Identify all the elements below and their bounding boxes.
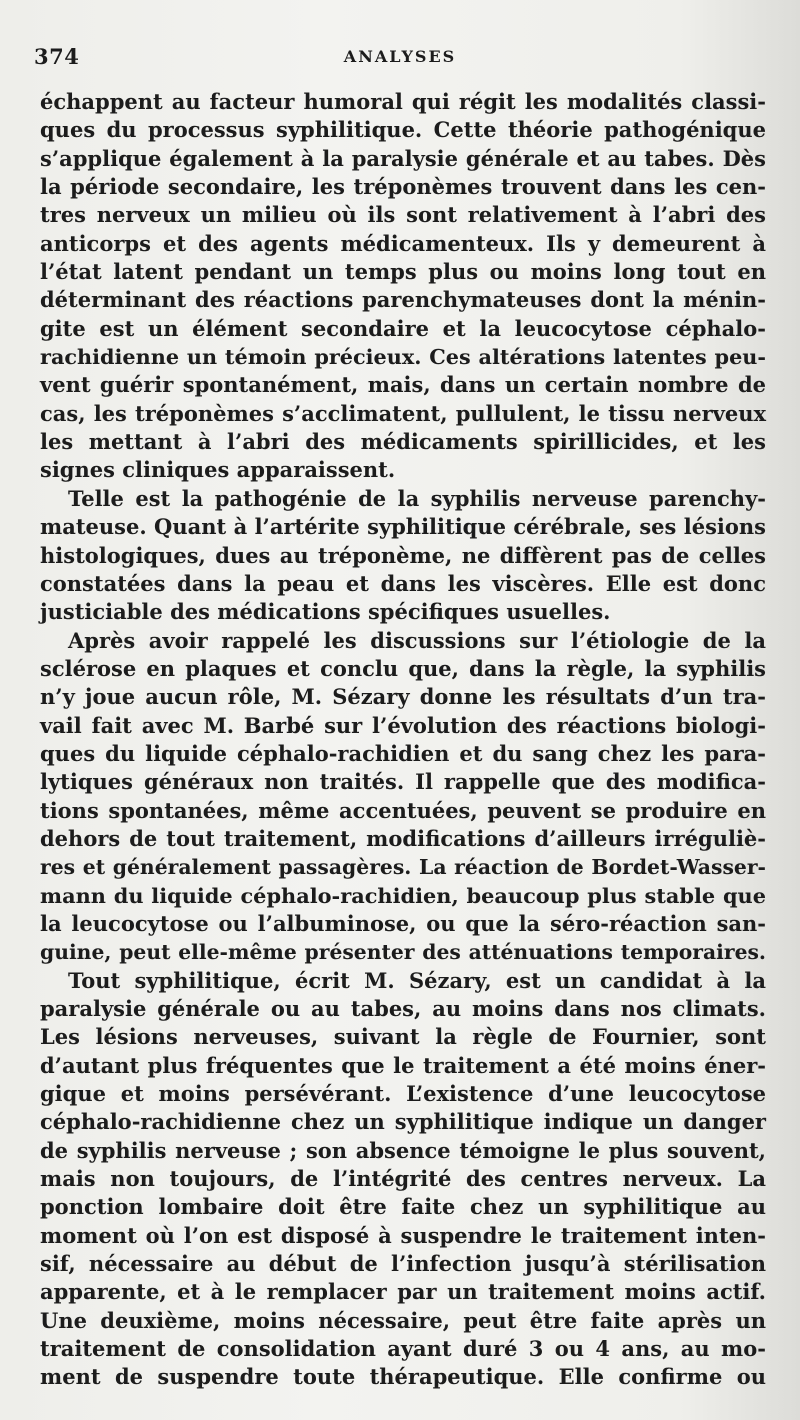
text-line: l’état latent pendant un temps plus ou moins long tout en [40, 259, 766, 285]
running-head [34, 44, 766, 70]
text-line: sif, nécessaire au début de l’infection jusqu’à stérilisation [40, 1251, 766, 1277]
text-line: vail fait avec M. Barbé sur l’évolution des réactions biologi- [40, 712, 766, 738]
text-line: les mettant à l’abri des médicaments spirillicides, et les [40, 429, 766, 455]
text-line: céphalo-rachidienne chez un syphilitique indique un danger [40, 1109, 766, 1135]
text-line: constatées dans la peau et dans les viscères. Elle est donc [40, 570, 766, 596]
text-line: déterminant des réactions parenchymateuses dont la ménin- [40, 287, 766, 313]
text-line: échappent au facteur humoral qui régit les modalités classi- [40, 89, 766, 114]
text-line: gite est un élément secondaire et la leucocytose céphalo- [40, 315, 766, 341]
text-line: sclérose en plaques et conclu que, dans la règle, la syphilis [40, 655, 766, 681]
text-line: la période secondaire, les tréponèmes trouvent dans les cen- [40, 174, 766, 200]
text-line: cas, les tréponèmes s’acclimatent, pullulent, le tissu nerveux [40, 400, 766, 426]
running-title: ANALYSES [343, 47, 457, 66]
text-line: ment de suspendre toute thérapeutique. Elle confirme ou [40, 1364, 766, 1390]
text-line: moment où l’on est disposé à suspendre le traitement inten- [40, 1222, 766, 1248]
text-line: dehors de tout traitement, modifications d’ailleurs irréguliè- [40, 825, 766, 851]
text-line: ques du liquide céphalo-rachidien et du sang chez les para- [40, 740, 766, 766]
text-line: anticorps et des agents médicamenteux. Ils y demeurent à [40, 230, 766, 256]
text-line: paralysie générale ou au tabes, au moins dans nos climats. [40, 996, 766, 1021]
text-line: d’autant plus fréquentes que le traitement a été moins éner- [40, 1052, 766, 1078]
text-line: Une deuxième, moins nécessaire, peut être faite après un [40, 1307, 766, 1333]
text-line: la leucocytose ou l’albuminose, ou que la séro-réaction san- [40, 910, 766, 936]
text-line: Telle est la pathogénie de la syphilis nerveuse parenchy- [68, 485, 766, 511]
text-line: mann du liquide céphalo-rachidien, beaucoup plus stable que [40, 882, 766, 908]
text-line: gique et moins persévérant. L’existence d’une leucocytose [40, 1081, 766, 1107]
text-line: traitement de consolidation ayant duré 3 ou 4 ans, au mo- [40, 1336, 766, 1362]
text-line: Tout syphilitique, écrit M. Sézary, est un candidat à la [68, 967, 766, 993]
text-line: Les lésions nerveuses, suivant la règle de Fournier, sont [40, 1024, 766, 1050]
text-line: Après avoir rappelé les discussions sur l’étiologie de la [68, 627, 766, 653]
text-line: guine, peut elle-même présenter des atténuations temporaires. [40, 940, 766, 965]
text-line: tions spontanées, même accentuées, peuvent se produire en [40, 797, 766, 823]
text-line: mais non toujours, de l’intégrité des centres nerveux. La [40, 1166, 766, 1192]
text-line: rachidienne un témoin précieux. Ces altérations latentes peu- [40, 344, 766, 370]
text-line: s’applique également à la paralysie générale et au tabes. Dès [40, 145, 766, 171]
body-text [40, 88, 766, 1392]
text-line: signes cliniques apparaissent. [40, 457, 396, 483]
text-line: apparente, et à le remplacer par un traitement moins actif. [40, 1279, 766, 1305]
text-line: res et généralement passagères. La réaction de Bordet-Wasser- [40, 855, 766, 880]
text-line: ques du processus syphilitique. Cette théorie pathogénique [40, 117, 766, 143]
text-line: n’y joue aucun rôle, M. Sézary donne les résultats d’un tra- [40, 684, 766, 710]
text-line: histologiques, dues au tréponème, ne diffèrent pas de celles [40, 542, 766, 568]
text-line: de syphilis nerveuse ; son absence témoigne le plus souvent, [40, 1137, 766, 1163]
text-line: tres nerveux un milieu où ils sont relativement à l’abri des [40, 202, 766, 228]
text-line: vent guérir spontanément, mais, dans un certain nombre de [40, 372, 766, 398]
text-line: ponction lombaire doit être faite chez un syphilitique au [40, 1194, 766, 1220]
text-line: lytiques généraux non traités. Il rappelle que des modifica- [40, 769, 766, 795]
text-line: justiciable des médications spécifiques usuelles. [40, 599, 611, 625]
page-number: 374 [34, 44, 80, 69]
text-line: mateuse. Quant à l’artérite syphilitique cérébrale, ses lésions [40, 514, 766, 540]
